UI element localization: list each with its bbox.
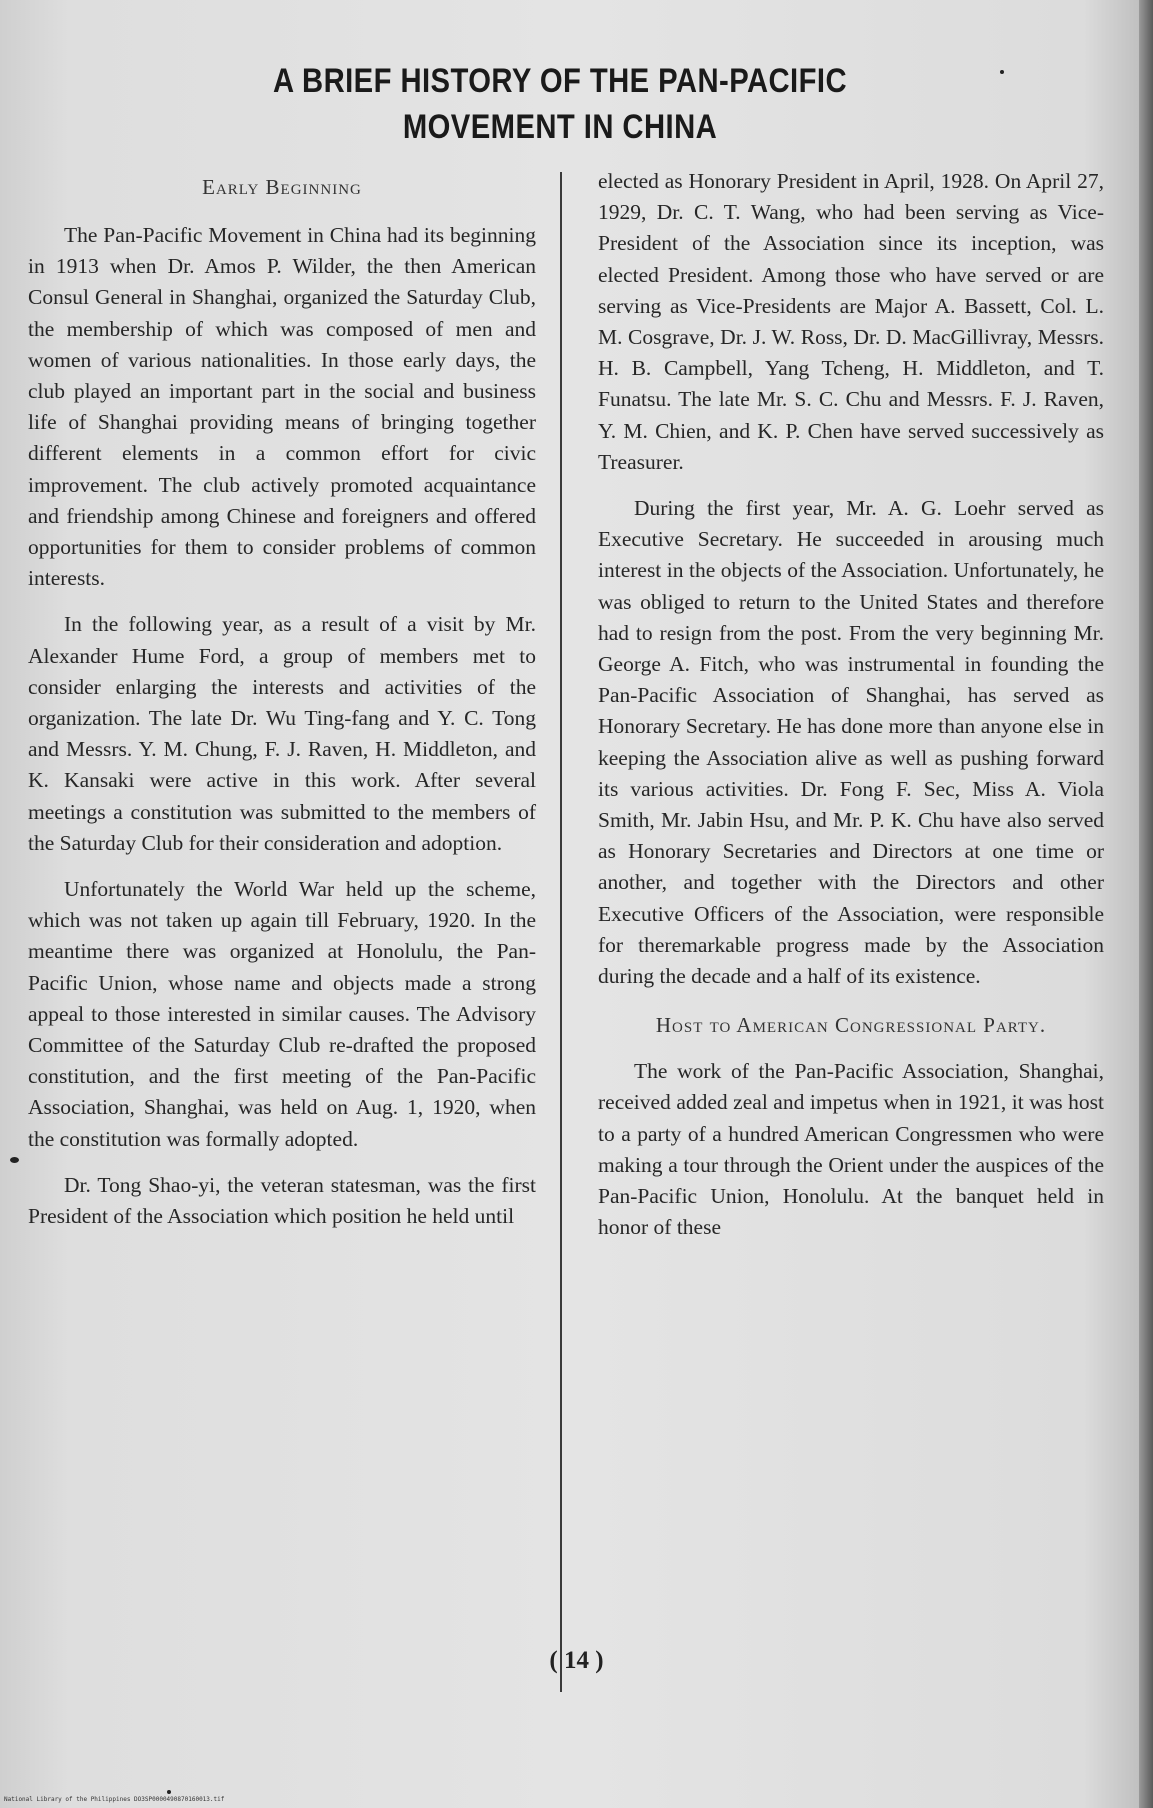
title-line-2: MOVEMENT IN CHINA xyxy=(402,108,718,146)
paragraph: The Pan-Pacific Movement in China had its beginning in 1913 when Dr. Amos P. Wilder, the then American Consul General in Shanghai, organized the Saturday Club, the membership of which was composed of men and women of various nationalities. In those early days, the club played an important part in the social and business life of Shanghai providing means of bringing together different elements in a common effort for civic improvement. The club actively promoted acquaintance and friendship among Chinese and foreigners and offered opportunities for them to consider problems of common interests. xyxy=(28,223,536,591)
dust-speck xyxy=(10,1157,19,1163)
scan-footer: National Library of the Philippines DO3SP0000490870160013.tif xyxy=(4,1796,225,1803)
page-edge-shadow xyxy=(1139,0,1153,1808)
paragraph-continued: elected as Honorary President in April, 1928. On April 27, 1929, Dr. C. T. Wang, who had been serving as Vice-President of the Association since its inception, was elected President. Among those who have served or are serving as Vice-Presidents are Major A. Bassett, Col. L. M. Cosgrave, Dr. J. W. Ross, Dr. D. MacGillivray, Messrs. H. B. Campbell, Yang Tcheng, H. Middleton, and T. Funatsu. The late Mr. S. C. Chu and Messrs. F. J. Raven, Y. M. Chien, and K. P. Chen have served successively as Treasurer. xyxy=(598,169,1104,474)
left-column xyxy=(28,168,536,1247)
paragraph: During the first year, Mr. A. G. Loehr served as Executive Secretary. He succeeded in arousing much interest in the objects of the Association. Unfortunately, he was obliged to return to the United States and therefore had to resign from the post. From the very beginning Mr. George A. Fitch, who was instrumental in founding the Pan-Pacific Association of Shanghai, has served as Honorary Secretary. He has done more than anyone else in keeping the Association alive as well as pushing forward its various activities. Dr. Fong F. Sec, Miss A. Viola Smith, Mr. Jabin Hsu, and Mr. P. K. Chu have also served as Honorary Secretaries and Directors at one time or another, and together with the Directors and other Executive Officers of the Association, were responsible for theremarkable progress made by the Association during the decade and a half of its existence. xyxy=(598,496,1104,989)
section-heading-congressional-party: Host to American Congressional Party. xyxy=(655,1013,1047,1038)
column-divider xyxy=(560,172,562,1692)
right-column xyxy=(598,166,1104,1259)
paragraph: In the following year, as a result of a visit by Mr. Alexander Hume Ford, a group of members met to consider enlarging the interests and activities of the organization. The late Dr. Wu Ting-fang and Y. C. Tong and Messrs. Y. M. Chung, F. J. Raven, H. Middleton, and K. Kansaki were active in this work. After several meetings a constitution was submitted to the members of the Saturday Club for their consideration and adoption. xyxy=(28,612,536,855)
paragraph: Unfortunately the World War held up the scheme, which was not taken up again till February, 1920. In the meantime there was organized at Honolulu, the Pan-Pacific Union, whose name and objects made a strong appeal to those interested in similar causes. The Advisory Committee of the Saturday Club re-drafted the proposed constitution, and the first meeting of the Pan-Pacific Association, Shanghai, was held on Aug. 1, 1920, when the constitution was formally adopted. xyxy=(28,877,536,1151)
title-line-1: A BRIEF HISTORY OF THE PAN-PACIFIC xyxy=(273,62,847,100)
dust-speck xyxy=(167,1790,171,1794)
paragraph: Dr. Tong Shao-yi, the veteran statesman, was the first President of the Association which position he held until xyxy=(28,1172,536,1229)
page-number: ( 14 ) xyxy=(549,1647,604,1674)
section-heading-early-beginning: Early Beginning xyxy=(202,175,362,199)
article-title xyxy=(182,58,939,150)
paragraph: The work of the Pan-Pacific Association, Shanghai, received added zeal and impetus when in 1921, it was host to a party of a hundred American Congressmen who were making a tour through the Orient under the auspices of the Pan-Pacific Union, Honolulu. At the banquet held in honor of these xyxy=(598,1059,1104,1240)
dust-speck xyxy=(1000,70,1004,74)
